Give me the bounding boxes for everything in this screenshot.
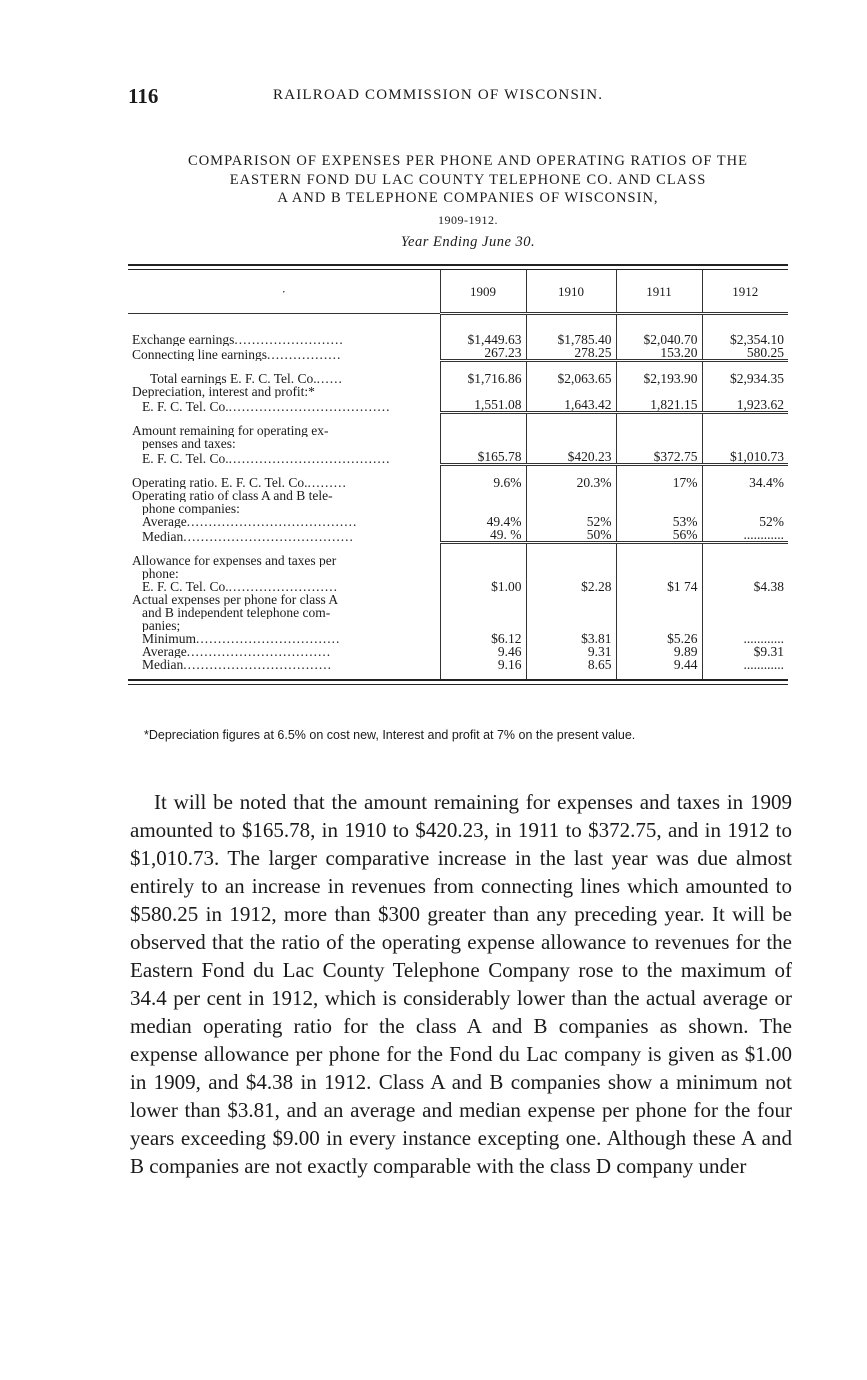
row-label: Exchange earnings......................... bbox=[132, 333, 344, 346]
table-cell: 20.3% bbox=[526, 476, 616, 489]
table-cell bbox=[702, 606, 788, 619]
row-label-text: Connecting line earnings bbox=[132, 346, 267, 361]
table-cell bbox=[440, 554, 526, 567]
table-cell: 9.89 bbox=[616, 645, 702, 658]
table-cell: $2,934.35 bbox=[702, 372, 788, 385]
table-caption bbox=[118, 152, 818, 252]
row-label-text: E. F. C. Tel. Co. bbox=[142, 580, 229, 593]
table-cell: $9.31 bbox=[702, 645, 788, 658]
caption-year-ending: Year Ending June 30. bbox=[400, 234, 536, 250]
table-cell bbox=[440, 593, 526, 606]
table-cell: 580.25 bbox=[702, 346, 788, 361]
row-label: Operating ratio of class A and B tele- bbox=[132, 489, 333, 502]
separator-row bbox=[128, 314, 788, 326]
table-cell bbox=[702, 593, 788, 606]
table-cell: $1.00 bbox=[440, 580, 526, 593]
table-cell bbox=[526, 424, 616, 437]
row-label-text: Minimum bbox=[142, 632, 197, 645]
table-cell bbox=[526, 554, 616, 567]
table-cell: $420.23 bbox=[526, 450, 616, 465]
table-cell: $1,010.73 bbox=[702, 450, 788, 465]
table-cell bbox=[526, 606, 616, 619]
row-label-text: Median bbox=[142, 528, 184, 543]
table-row bbox=[128, 580, 788, 593]
table-cell: 1,821.15 bbox=[616, 398, 702, 413]
row-label: Allowance for expenses and taxes per bbox=[132, 554, 337, 567]
table-cell: $2,193.90 bbox=[616, 372, 702, 385]
table-row bbox=[128, 489, 788, 502]
table-cell: 9.16 bbox=[440, 658, 526, 671]
table-cell bbox=[440, 606, 526, 619]
table-cell: 9.6% bbox=[440, 476, 526, 489]
row-label: Actual expenses per phone for class A bbox=[132, 593, 339, 606]
table-cell: $2,063.65 bbox=[526, 372, 616, 385]
table-cell: ............ bbox=[702, 658, 788, 671]
row-label: Operating ratio. E. F. C. Tel. Co.......... bbox=[132, 476, 347, 489]
table-cell: 17% bbox=[616, 476, 702, 489]
table-cell: $1,449.63 bbox=[440, 333, 526, 346]
table-cell: ............ bbox=[702, 528, 788, 543]
caption-line-2: EASTERN FOND DU LAC COUNTY TELEPHONE CO. AND CLASS bbox=[229, 171, 707, 188]
row-label-text: Operating ratio. E. F. C. Tel. Co. bbox=[132, 476, 308, 489]
table-cell bbox=[526, 489, 616, 502]
table-row bbox=[128, 398, 788, 413]
table-row bbox=[128, 593, 788, 606]
row-label: E. F. C. Tel. Co...................................... bbox=[142, 398, 391, 413]
separator-row bbox=[128, 543, 788, 555]
table-row bbox=[128, 606, 788, 619]
spacer-row bbox=[128, 671, 788, 679]
table-cell: 52% bbox=[702, 515, 788, 528]
table-cell bbox=[616, 554, 702, 567]
running-title: RAILROAD COMMISSION OF WISCONSIN. bbox=[273, 87, 604, 103]
column-header: 1910 bbox=[526, 270, 616, 314]
table-cell: $4.38 bbox=[702, 580, 788, 593]
data-table bbox=[128, 270, 788, 679]
table-row bbox=[128, 658, 788, 671]
comparison-table bbox=[128, 264, 788, 685]
row-label: Median.................................. bbox=[142, 658, 332, 671]
separator-row bbox=[128, 413, 788, 425]
table-cell: 9.31 bbox=[526, 645, 616, 658]
table-bottom-rule bbox=[128, 679, 788, 685]
caption-line-1: COMPARISON OF EXPENSES PER PHONE AND OPERATING RATIOS OF THE bbox=[188, 153, 748, 169]
row-label-text: Total earnings E. F. C. Tel. Co. bbox=[150, 372, 317, 385]
table-cell bbox=[616, 606, 702, 619]
table-cell: $2,354.10 bbox=[702, 333, 788, 346]
table-cell: 34.4% bbox=[702, 476, 788, 489]
table-row bbox=[128, 528, 788, 543]
table-cell: 1,551.08 bbox=[440, 398, 526, 413]
caption-years: 1909-1912. bbox=[438, 212, 498, 227]
row-label: Total earnings E. F. C. Tel. Co....... bbox=[150, 372, 343, 385]
table-cell bbox=[702, 489, 788, 502]
column-header: 1909 bbox=[440, 270, 526, 314]
row-label: phone: bbox=[142, 567, 179, 580]
table-cell: 52% bbox=[526, 515, 616, 528]
table-cell bbox=[526, 593, 616, 606]
table-row bbox=[128, 554, 788, 567]
table-cell bbox=[616, 489, 702, 502]
row-label: E. F. C. Tel. Co.......................... bbox=[142, 580, 338, 593]
table-cell: $1,716.86 bbox=[440, 372, 526, 385]
table-header-row bbox=[128, 270, 788, 314]
table-cell: 50% bbox=[526, 528, 616, 543]
footnote bbox=[128, 728, 792, 743]
row-label-text: Average bbox=[142, 645, 187, 658]
table-cell: ............ bbox=[702, 632, 788, 645]
table-cell bbox=[616, 424, 702, 437]
table-cell bbox=[616, 593, 702, 606]
table-row bbox=[128, 346, 788, 361]
table-cell: $165.78 bbox=[440, 450, 526, 465]
table-cell: 53% bbox=[616, 515, 702, 528]
row-label: Minimum................................. bbox=[142, 632, 341, 645]
table-cell: 8.65 bbox=[526, 658, 616, 671]
table-cell: $372.75 bbox=[616, 450, 702, 465]
table-cell: 49. % bbox=[440, 528, 526, 543]
table-cell: $5.26 bbox=[616, 632, 702, 645]
table-cell: 9.44 bbox=[616, 658, 702, 671]
table-cell: 49.4% bbox=[440, 515, 526, 528]
table-row bbox=[128, 424, 788, 437]
table-cell bbox=[702, 554, 788, 567]
row-label-text: E. F. C. Tel. Co. bbox=[142, 398, 229, 413]
body-paragraph: It will be noted that the amount remaining for expenses and taxes in 1909 amounted to $165.78, in 1910 to $420.23, in 1911 to $372.75, and in 1912 to $1,010.73. The larger comparative increase in the last year was due almost entirely to an increase in revenues from connecting lines which amounted to $580.25 in 1912, more than $300 greater than any preceding year. It will be observed that the ratio of the operating expense allowance to revenues for the Eastern Fond du Lac County Telephone Company rose to the maximum of 34.4 per cent in 1912, which is considerably lower than the actual average or median operating ratio for the class A and B companies as shown. The expense allowance per phone for the Fond du Lac company is given as $1.00 in 1909, and $4.38 in 1912. Class A and B companies show a minimum not lower than $3.81, and an average and median expense per phone for the four years exceeding $9.00 in every instance excepting one. Although these A and B companies are not exactly comparable with the class D company under bbox=[130, 790, 792, 1178]
row-label-text: E. F. C. Tel. Co. bbox=[142, 450, 229, 465]
footnote-text: *Depreciation figures at 6.5% on cost new, Interest and profit at 7% on the present value. bbox=[144, 728, 636, 742]
page-number: 116 bbox=[128, 84, 159, 108]
row-label: E. F. C. Tel. Co...................................... bbox=[142, 450, 391, 465]
table-cell bbox=[702, 424, 788, 437]
row-label: penses and taxes: bbox=[142, 437, 236, 450]
table-row bbox=[128, 476, 788, 489]
row-label-text: Average bbox=[142, 515, 187, 528]
table-cell: 1,643.42 bbox=[526, 398, 616, 413]
column-header: 1911 bbox=[616, 270, 702, 314]
table-cell: 9.46 bbox=[440, 645, 526, 658]
row-label: and B independent telephone com- bbox=[142, 606, 331, 619]
table-cell: 56% bbox=[616, 528, 702, 543]
table-row bbox=[128, 372, 788, 385]
table-cell: $6.12 bbox=[440, 632, 526, 645]
row-label-text: Median bbox=[142, 658, 184, 671]
table-cell: $1,785.40 bbox=[526, 333, 616, 346]
table-cell: $2.28 bbox=[526, 580, 616, 593]
row-label: Connecting line earnings................. bbox=[132, 346, 342, 361]
table-cell: 1,923.62 bbox=[702, 398, 788, 413]
column-header: 1912 bbox=[702, 270, 788, 314]
row-label: panies; bbox=[142, 619, 181, 632]
row-label: Amount remaining for operating ex- bbox=[132, 424, 329, 437]
table-cell: $3.81 bbox=[526, 632, 616, 645]
row-label: Average................................. bbox=[142, 645, 332, 658]
table-cell bbox=[440, 424, 526, 437]
table-cell: $2,040.70 bbox=[616, 333, 702, 346]
row-label: Depreciation, interest and profit:* bbox=[132, 385, 315, 398]
header-blank: · bbox=[281, 284, 286, 299]
row-label: Median....................................... bbox=[142, 528, 354, 543]
table-cell: 278.25 bbox=[526, 346, 616, 361]
caption-line-3: A AND B TELEPHONE COMPANIES OF WISCONSIN, bbox=[277, 190, 659, 206]
table-cell: 267.23 bbox=[440, 346, 526, 361]
row-label: phone companies: bbox=[142, 502, 240, 515]
table-cell bbox=[440, 489, 526, 502]
running-header bbox=[128, 84, 788, 110]
body-text bbox=[130, 788, 792, 1180]
table-row bbox=[128, 450, 788, 465]
row-label-text: Exchange earnings bbox=[132, 333, 235, 346]
row-label: Average....................................... bbox=[142, 515, 358, 528]
table-cell: 153.20 bbox=[616, 346, 702, 361]
table-cell: $1 74 bbox=[616, 580, 702, 593]
